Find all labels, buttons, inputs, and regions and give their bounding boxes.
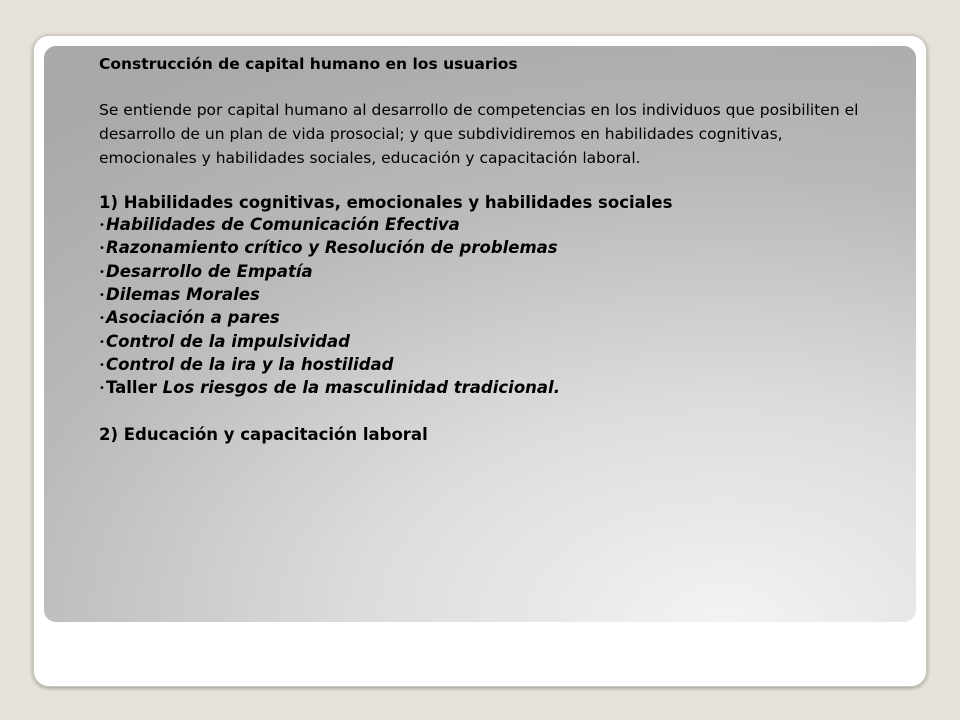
list-item [99, 331, 879, 354]
list-item [99, 377, 879, 400]
bullet-icon: • [99, 313, 105, 325]
list-item [99, 284, 879, 307]
section-1-title: 1) Habilidades cognitivas, emocionales y habilidades sociales [99, 193, 673, 213]
skills-list [99, 214, 879, 400]
bullet-icon: • [99, 289, 105, 301]
list-item [99, 307, 879, 330]
list-item-label: Asociación a pares [106, 308, 280, 328]
content-panel [44, 46, 916, 622]
list-item-label: Desarrollo de Empatía [106, 261, 313, 281]
intro-paragraph: Se entiende por capital humano al desarrollo de competencias en los individuos que posibiliten el desarrollo de un plan de vida prosocial; y que subdividiremos en habilidades cognitivas, emocionales y habilidades sociales, educación y capacitación laboral. [99, 100, 859, 168]
list-item [99, 261, 879, 284]
list-item-label: Los riesgos de la masculinidad tradicional. [162, 378, 560, 398]
section-2-title: 2) Educación y capacitación laboral [99, 425, 428, 445]
bullet-icon: • [99, 383, 105, 395]
bullet-icon: • [99, 336, 105, 348]
bullet-icon: • [99, 266, 105, 278]
list-item-label: Habilidades de Comunicación Efectiva [106, 215, 460, 235]
list-item-label: Control de la impulsividad [106, 331, 350, 351]
list-item [99, 237, 879, 260]
list-item-label: Razonamiento crítico y Resolución de problemas [106, 238, 558, 258]
list-item [99, 354, 879, 377]
bullet-icon: • [99, 243, 105, 255]
bullet-icon: • [99, 359, 105, 371]
list-item-label: Dilemas Morales [106, 284, 260, 304]
slide-title: Construcción de capital humano en los usuarios [99, 55, 518, 73]
slide-text-block [99, 54, 879, 446]
list-item-label: Control de la ira y la hostilidad [106, 354, 394, 374]
list-item-prefix: Taller [106, 378, 163, 398]
list-item [99, 214, 879, 237]
bullet-icon: • [99, 220, 105, 232]
